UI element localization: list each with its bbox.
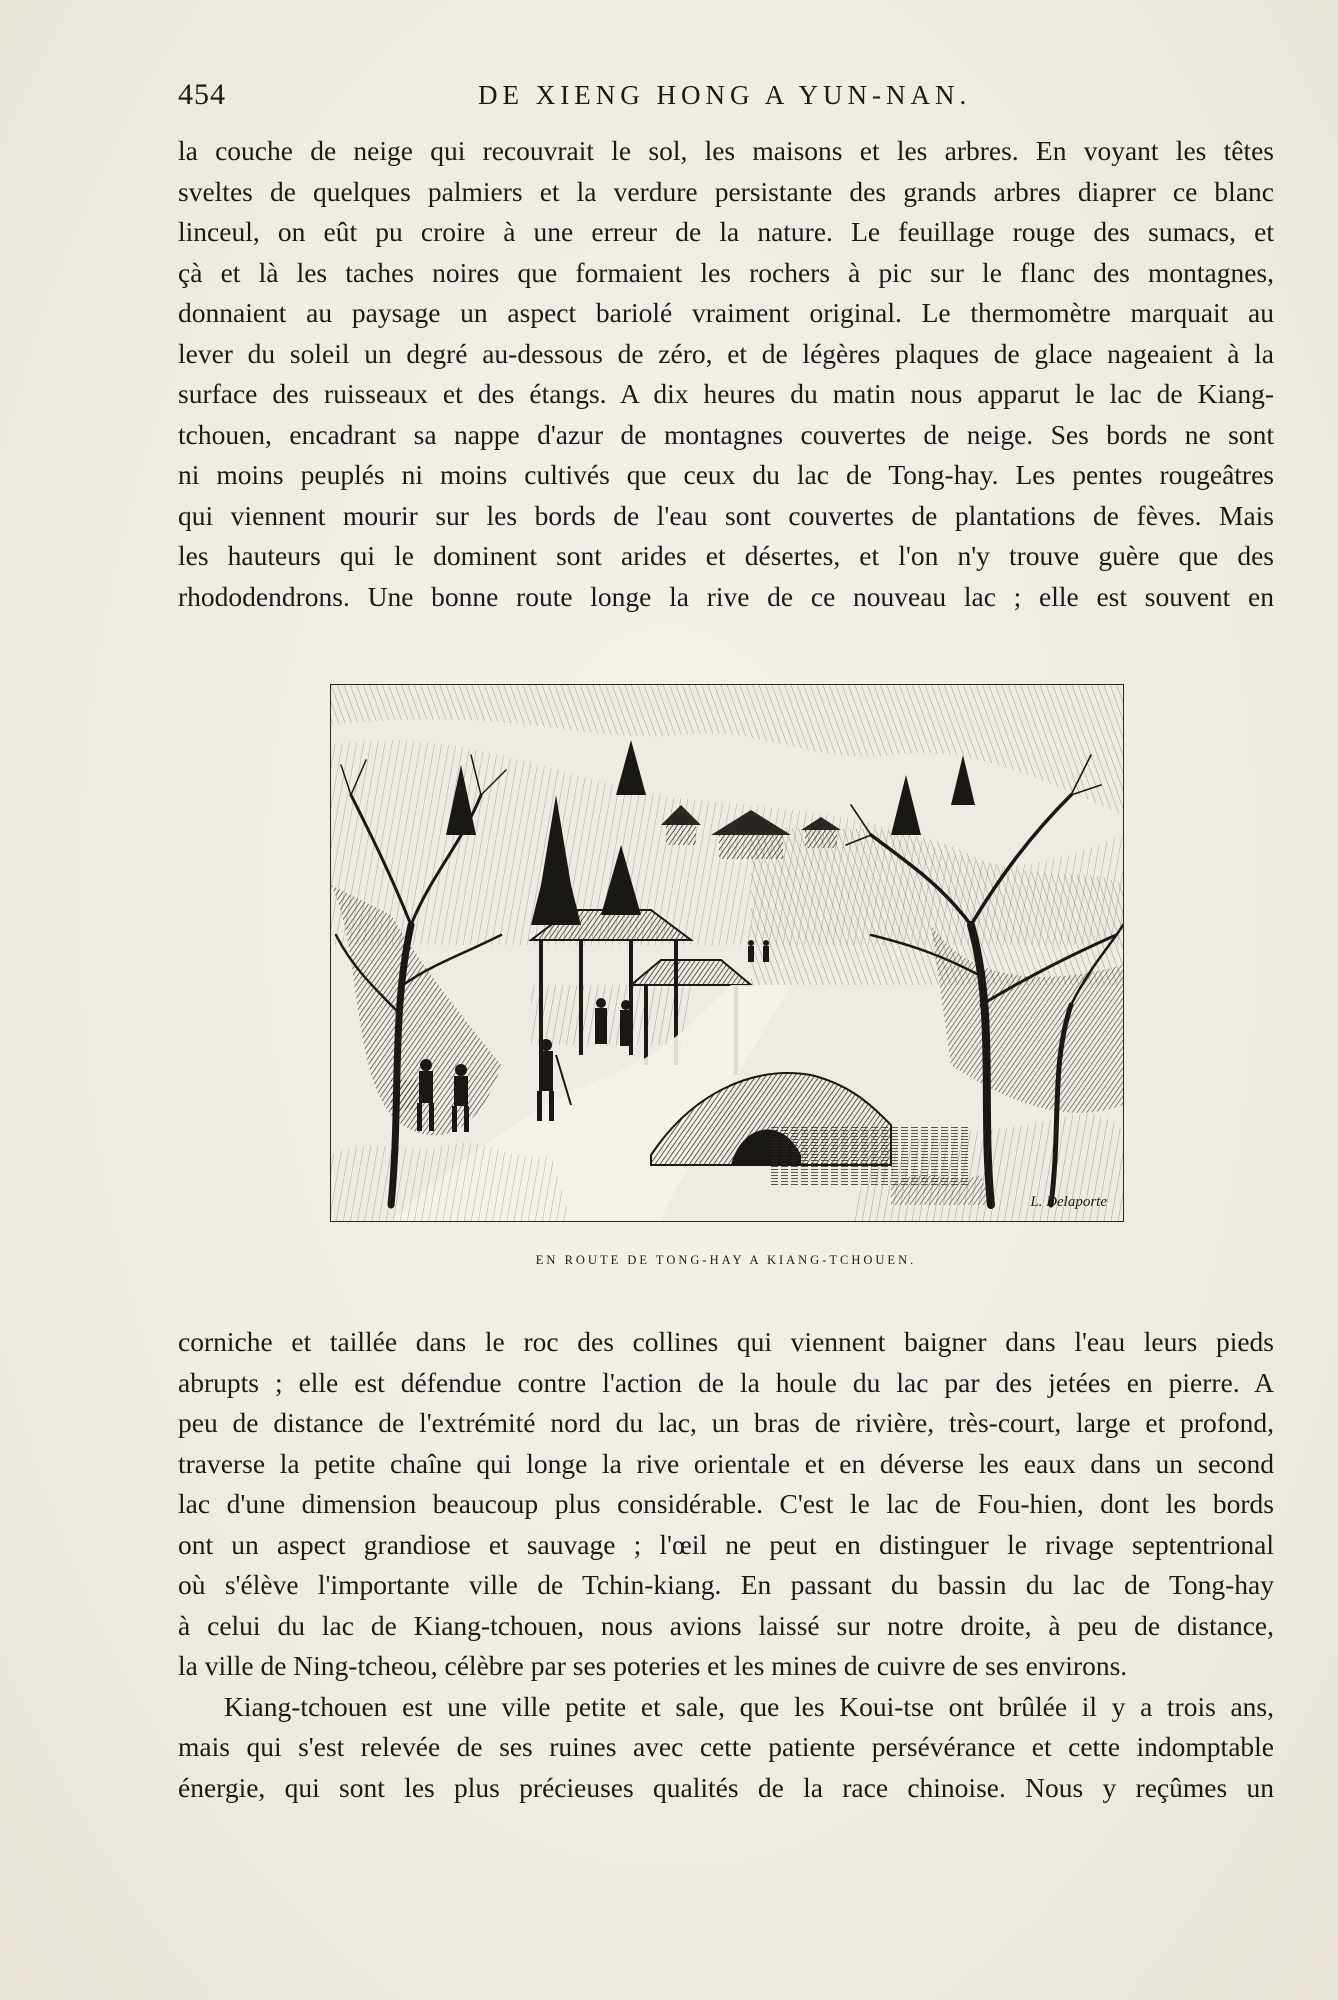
- text-line: tchouen, encadrant sa nappe d'azur de montagnes couvertes de neige. Ses bords ne sont: [178, 418, 1274, 450]
- text-line: lac d'une dimension beaucoup plus considérable. C'est le lac de Fou-hien, dont les bords: [178, 1488, 1274, 1519]
- text-line: énergie, qui sont les plus précieuses qualités de la race chinoise. Nous y reçûmes un: [178, 1771, 1274, 1803]
- text-line: Kiang-tchouen est une ville petite et sale, que les Koui-tse ont brûlée il y a trois ans,: [224, 1690, 1274, 1722]
- artist-signature: L. Delaporte: [1030, 1194, 1107, 1210]
- text-line: ont un aspect grandiose et sauvage ; l'œil ne peut en distinguer le rivage septentrional: [178, 1528, 1274, 1560]
- text-line: à celui du lac de Kiang-tchouen, nous avions laissé sur notre droite, à peu de distance,: [178, 1609, 1274, 1641]
- paragraph-bottom: [178, 1322, 1274, 1808]
- text-line: lever du soleil un degré au-dessous de zéro, et de légères plaques de glace nageaient à la: [178, 337, 1274, 369]
- text-line: où s'élève l'importante ville de Tchin-kiang. En passant du bassin du lac de Tong-hay: [178, 1569, 1274, 1600]
- running-title: DE XIENG HONG A YUN-NAN.: [478, 80, 972, 110]
- page-number: 454: [178, 78, 226, 111]
- text-line: linceul, on eût pu croire à une erreur de la nature. Le feuillage rouge des sumacs, et: [178, 216, 1274, 247]
- text-line: sveltes de quelques palmiers et la verdure persistante des grands arbres diaprer ce blanc: [178, 175, 1274, 207]
- text-line: la ville de Ning-tcheou, célèbre par ses poteries et les mines de cuivre de ses environs.: [178, 1650, 1128, 1681]
- engraving-drawing: [331, 685, 1123, 1221]
- text-line: çà et là les taches noires que formaient les rochers à pic sur le flanc des montagnes,: [178, 256, 1274, 288]
- text-line: corniche et taillée dans le roc des collines qui viennent baigner dans l'eau leurs pieds: [178, 1326, 1274, 1357]
- text-line: la couche de neige qui recouvrait le sol, les maisons et les arbres. En voyant les têtes: [178, 135, 1274, 166]
- text-line: abrupts ; elle est défendue contre l'action de la houle du lac par des jetées en pierre. A: [178, 1366, 1274, 1398]
- text-line: surface des ruisseaux et des étangs. A dix heures du matin nous apparut le lac de Kiang-: [178, 378, 1274, 409]
- text-line: traverse la petite chaîne qui longe la rive orientale et en déverse les eaux dans un second: [178, 1447, 1274, 1479]
- text-line: donnaient au paysage un aspect bariolé vraiment original. Le thermomètre marquait au: [178, 297, 1274, 328]
- text-line: peu de distance de l'extrémité nord du lac, un bras de rivière, très-court, large et profond,: [178, 1407, 1274, 1438]
- page-header: [178, 78, 1274, 114]
- text-line: rhododendrons. Une bonne route longe la rive de ce nouveau lac ; elle est souvent en: [178, 580, 1274, 612]
- paragraph-top: [178, 131, 1274, 617]
- text-line: ni moins peuplés ni moins cultivés que ceux du lac de Tong-hay. Les pentes rougeâtres: [178, 459, 1274, 490]
- text-line: qui viennent mourir sur les bords de l'eau sont couvertes de plantations de fèves. Mais: [178, 499, 1274, 531]
- text-line: les hauteurs qui le dominent sont arides et désertes, et l'on n'y trouve guère que des: [178, 540, 1274, 571]
- text-line: mais qui s'est relevée de ses ruines avec cette patiente persévérance et cette indomptable: [178, 1731, 1274, 1762]
- figure-caption: EN ROUTE DE TONG-HAY A KIANG-TCHOUEN.: [535, 1253, 917, 1267]
- engraving-illustration: [330, 684, 1124, 1222]
